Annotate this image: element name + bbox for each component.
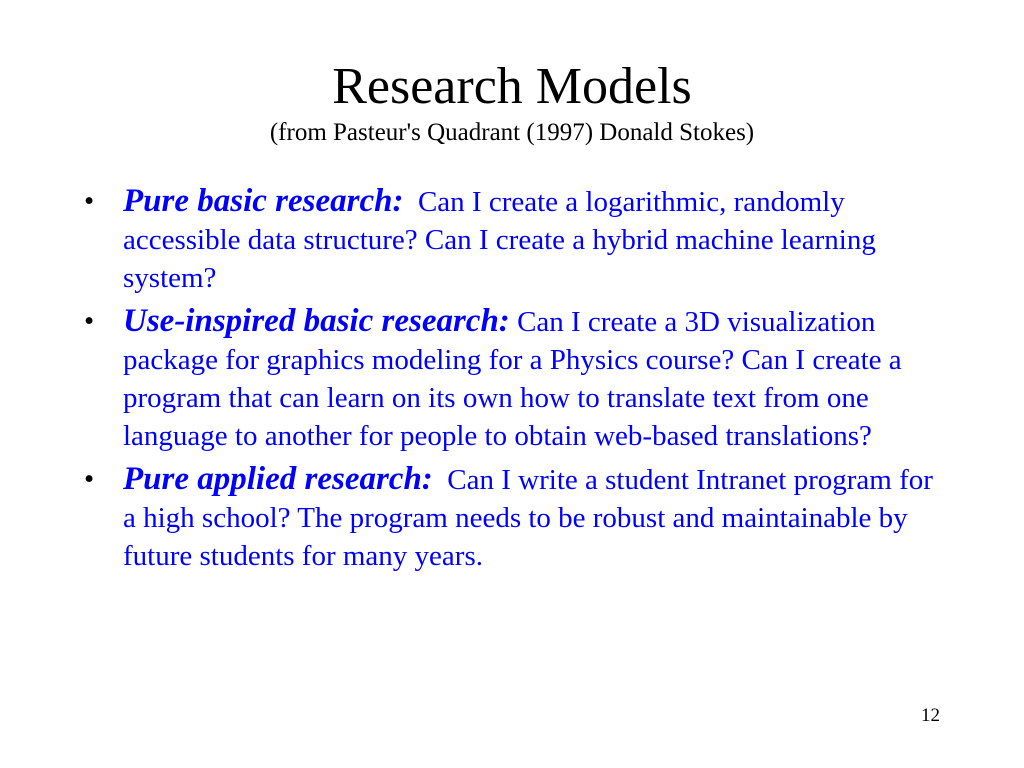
slide-subtitle: (from Pasteur's Quadrant (1997) Donald Stokes) — [269, 119, 755, 146]
bullet-item-pure-applied — [80, 460, 950, 575]
bullet-text: Can I create a 3D visualization package for graphics modeling for a Physics course? Can I create a program that can learn on its own how to translate text from one language to another for people to obtain web-based translations? — [123, 306, 902, 452]
slide-title: Research Models — [332, 58, 692, 115]
bullet-term: Pure basic research: — [123, 183, 404, 219]
bullet-marker: • — [84, 305, 95, 337]
bullet-text: Can I create a logarithmic, randomly accessible data structure? Can I create a hybrid machine learning system? — [123, 186, 876, 294]
page-number: 12 — [921, 705, 940, 726]
bullet-item-pure-basic — [80, 182, 950, 297]
bullet-list — [80, 182, 950, 580]
bullet-marker: • — [84, 463, 95, 495]
bullet-term: Use-inspired basic research: — [123, 303, 510, 339]
bullet-term: Pure applied research: — [123, 461, 433, 497]
bullet-text: Can I write a student Intranet program for a high school? The program needs to be robust and maintainable by future students for many years. — [123, 464, 933, 572]
bullet-marker: • — [84, 185, 95, 217]
bullet-item-use-inspired — [80, 302, 950, 455]
